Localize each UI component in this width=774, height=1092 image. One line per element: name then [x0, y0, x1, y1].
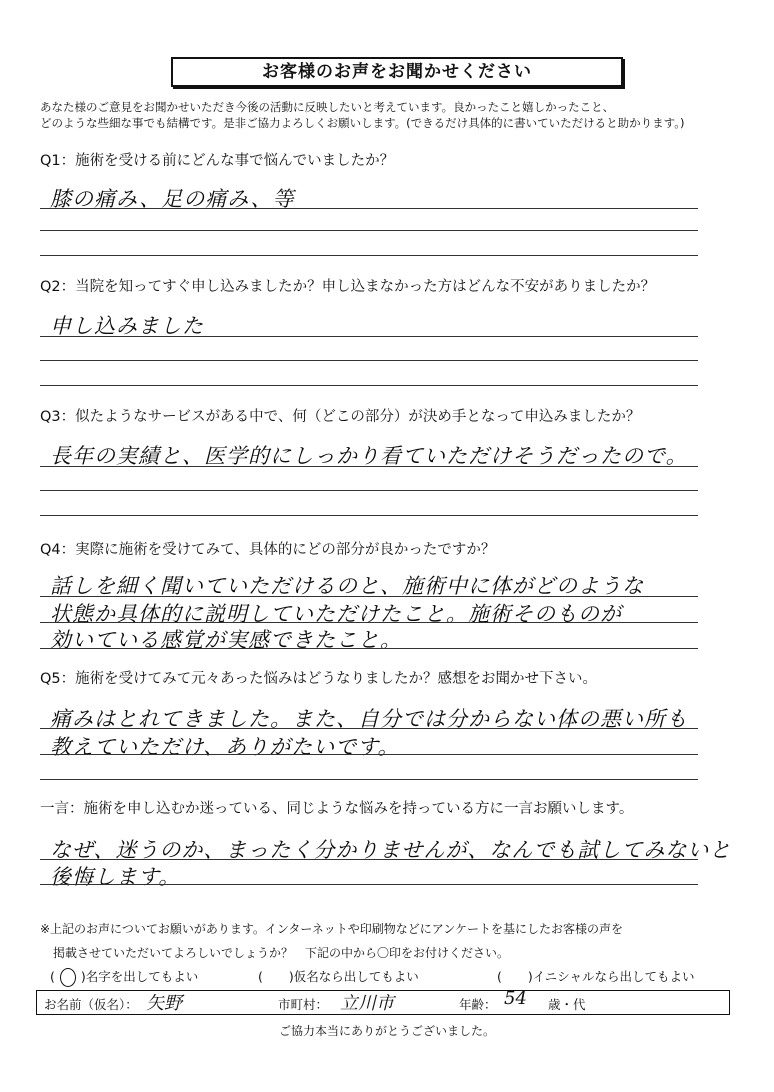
question-6-answer-line-1: なぜ、迷うのか、まったく分かりませんが、なんでも試してみないと — [50, 838, 732, 862]
answer-line — [40, 859, 698, 860]
answer-line — [40, 385, 698, 386]
option-initials[interactable]: ( )イニシャルなら出してもよい — [497, 969, 695, 984]
question-3-answer-line-1: 長年の実績と、医学的にしっかり看ていただけそうだったので。 — [50, 444, 688, 468]
intro-line-2: どのような些細な事でも結構です。是非ご協力よろしくお願いします。(できるだけ具体的に書いていただけると助かります。) — [40, 116, 685, 130]
option-pseudonym[interactable]: ( )仮名なら出してもよい — [258, 969, 419, 984]
question-1-label: Q1：施術を受ける前にどんな事で悩んでいましたか？ — [40, 153, 395, 169]
question-2-answer-line-1: 申し込みました — [50, 314, 204, 338]
question-5-answer-line-1: 痛みはとれてきました。また、自分では分からない体の悪い所も — [50, 707, 688, 731]
age-label: 年齢： — [459, 997, 497, 1012]
answer-line — [40, 779, 698, 780]
option-surname-label: 名字を出してもよい — [85, 969, 199, 984]
answer-line — [40, 466, 698, 467]
consent-line-2: 掲載させていただいてよろしいでしょうか？ 下記の中から〇印をお付けください。 — [53, 946, 510, 960]
answer-line — [40, 230, 698, 231]
answer-line — [40, 884, 698, 885]
answer-line — [40, 360, 698, 361]
question-4-answer-line-2: 状態か具体的に説明していただけたこと。施術そのものが — [50, 602, 622, 626]
answer-line — [40, 728, 698, 729]
option-initials-label: イニシャルなら出してもよい — [532, 969, 695, 984]
thanks-message: ご協力本当にありがとうございました。 — [278, 1024, 495, 1038]
question-6-answer-line-2: 後悔します。 — [50, 865, 181, 889]
question-1-answer-line-1: 膝の痛み、足の痛み、等 — [50, 187, 295, 211]
consent-line-1: ※上記のお声についてお願いがあります。インターネットや印刷物などにアンケートを基にしたお客様の声を — [40, 922, 624, 936]
answer-line — [40, 490, 698, 491]
page-title: お客様のお声をお聞かせください — [171, 57, 623, 87]
option-surname[interactable]: ( )名字を出してもよい — [50, 967, 198, 987]
question-5-label: Q5：施術を受けてみて元々あった悩みはどうなりましたか？感想をお聞かせ下さい。 — [40, 671, 597, 687]
age-value[interactable]: 54 — [504, 988, 527, 1009]
answer-line — [40, 648, 698, 649]
answer-line — [40, 622, 698, 623]
question-5-answer-line-2: 教えていただけ、ありがたいです。 — [50, 735, 400, 759]
name-label: お名前（仮名）： — [44, 997, 138, 1012]
question-4-answer-line-1: 話しを細く聞いていただけるのと、施術中に体がどのような — [50, 574, 644, 598]
question-6-label: 一言：施術を申し込むか迷っている、同じような悩みを持っている方に一言お願いします。 — [40, 801, 634, 817]
question-4-answer-line-3: 効いている感覚が実感できたこと。 — [50, 628, 402, 652]
answer-line — [40, 596, 698, 597]
city-value[interactable]: 立川市 — [340, 993, 394, 1014]
answer-line — [40, 754, 698, 755]
intro-line-1: あなた様のご意見をお聞かせいただき今後の活動に反映したいと考えています。良かったこと嬉しかったこと、 — [40, 100, 615, 114]
answer-line — [40, 336, 698, 337]
name-value[interactable]: 矢野 — [146, 993, 182, 1014]
selected-circle-mark — [60, 968, 76, 987]
question-3-label: Q3：似たようなサービスがある中で、何（どこの部分）が決め手となって申込みましたか？ — [40, 409, 641, 425]
option-pseudonym-label: 仮名なら出してもよい — [293, 969, 419, 984]
question-2-label: Q2：当院を知ってすぐ申し込みましたか？申し込まなかった方はどんな不安がありましたか？ — [40, 279, 656, 295]
age-suffix: 歳・代 — [548, 997, 586, 1012]
answer-line — [40, 208, 698, 209]
answer-line — [40, 255, 698, 256]
answer-line — [40, 515, 698, 516]
question-4-label: Q4：実際に施術を受けてみて、具体的にどの部分が良かったですか？ — [40, 542, 496, 558]
city-label: 市町村： — [278, 997, 329, 1012]
